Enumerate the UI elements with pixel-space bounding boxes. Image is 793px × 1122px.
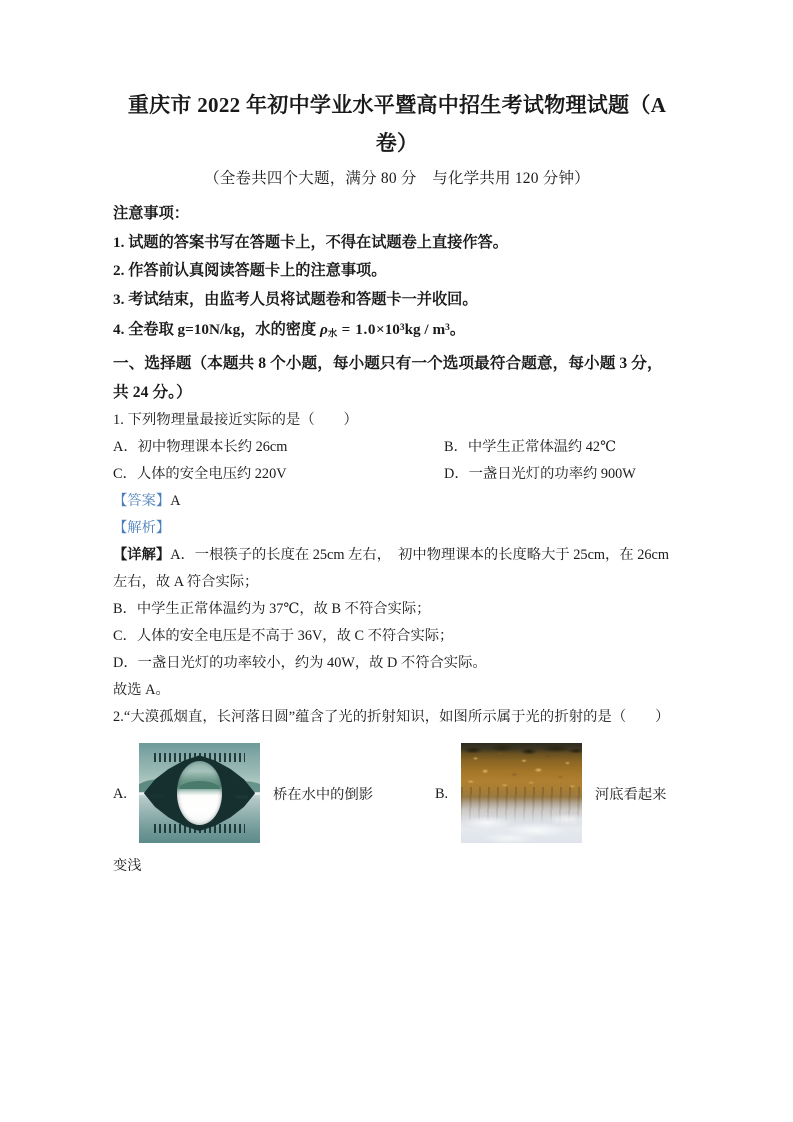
question-1-detail-line-1 xyxy=(113,542,681,569)
question-1-detail-line-6: 故选 A。 xyxy=(113,682,170,699)
distant-hill-in-arch xyxy=(179,781,220,789)
notice-item-2: 2. 作答前认真阅读答题卡上的注意事项。 xyxy=(113,262,387,279)
bridge-rim-texture-bottom xyxy=(154,824,246,833)
document-content xyxy=(113,86,681,880)
boat-right xyxy=(235,795,248,799)
question-1-options-row-1 xyxy=(113,434,681,461)
question-2-option-a[interactable] xyxy=(113,737,373,849)
rho-subscript: 水 xyxy=(327,329,338,340)
question-1-options-row-2 xyxy=(113,461,681,488)
rho-symbol: ρ xyxy=(319,321,328,339)
question-1-option-c[interactable]: C．人体的安全电压约 220V xyxy=(113,466,287,483)
question-1-stem: 1. 下列物理量最接近实际的是（ ） xyxy=(113,412,358,429)
riverbed-artwork xyxy=(461,743,582,843)
answer-label: 【答案】 xyxy=(113,493,171,510)
bridge-reflection-image xyxy=(139,743,260,843)
question-2-option-a-caption: 桥在水中的倒影 xyxy=(273,787,374,804)
notice-item-4 xyxy=(113,314,681,349)
question-2-option-b-caption: 河底看起来 xyxy=(595,787,667,804)
question-2-option-b-label: B. xyxy=(435,785,449,802)
question-1-analysis-label-row xyxy=(113,515,681,542)
rho-equals: = 1.0 xyxy=(337,321,377,339)
notice-item-4-prefix: 4. 全卷取 g=10N/kg，水的密度 xyxy=(113,321,320,339)
question-1-option-d[interactable]: D．一盏日光灯的功率约 900W xyxy=(444,466,636,483)
analysis-label: 【解析】 xyxy=(113,520,171,537)
question-2-option-b[interactable] xyxy=(435,737,666,849)
riverbank-debris xyxy=(461,743,582,755)
question-2-stem: 2.“大漠孤烟直，长河落日圆”蕴含了光的折射知识，如图所示属于光的折射的是（ ） xyxy=(113,709,670,726)
question-2-option-a-label: A. xyxy=(113,785,127,802)
water-surface-sheen xyxy=(461,809,582,843)
bridge-arch-opening xyxy=(177,761,223,825)
page-subtitle: （全卷共四个大题，满分 80 分 与化学共用 120 分钟） xyxy=(204,170,590,187)
question-1-detail-line-4: C．人体的安全电压是不高于 36V，故 C 不符合实际； xyxy=(113,628,454,645)
question-1-option-a[interactable]: A．初中物理课本长约 26cm xyxy=(113,439,288,456)
section-heading-line-2: 共 24 分。） xyxy=(113,384,192,402)
detail-label: 【详解】 xyxy=(113,547,171,564)
rho-exponent: 3 xyxy=(399,323,405,333)
notice-item-3: 3. 考试结束，由监考人员将试题卷和答题卡一并收回。 xyxy=(113,290,478,308)
page-title: 重庆市 2022 年初中学业水平暨高中招生考试物理试题（A 卷） xyxy=(127,93,667,155)
question-1-detail-line-2: 左右，故 A 符合实际； xyxy=(113,574,259,591)
question-2-picture-options xyxy=(113,737,681,849)
rho-unit: kg / m xyxy=(404,321,446,339)
detail-text-1: A．一根筷子的长度在 25cm 左右， 初中物理课本的长度略大于 25cm，在 26cm xyxy=(170,547,669,564)
bridge-reflection-artwork xyxy=(139,743,260,843)
section-heading-line-1: 一、选择题（本题共 8 个小题，每小题只有一个选项最符合题意，每小题 3 分， xyxy=(113,355,663,373)
question-1-detail-line-3: B．中学生正常体温约为 37℃，故 B 不符合实际； xyxy=(113,601,431,618)
rho-times: ×10 xyxy=(376,321,400,339)
notice-heading: 注意事项： xyxy=(113,205,189,222)
question-2-caption-overflow: 变浅 xyxy=(113,858,142,875)
question-1-detail-line-5: D．一盏日光灯的功率较小，约为 40W，故 D 不符合实际。 xyxy=(113,655,487,672)
notice-item-4-suffix: 。 xyxy=(449,321,465,339)
question-1-answer xyxy=(113,488,681,515)
answer-value: A xyxy=(170,493,181,510)
notice-item-1: 1. 试题的答案书写在答题卡上，不得在试题卷上直接作答。 xyxy=(113,233,508,251)
rho-unit-exponent: 3 xyxy=(445,323,450,333)
question-1-option-b[interactable]: B．中学生正常体温约 42℃ xyxy=(444,439,617,456)
riverbed-image xyxy=(461,743,582,843)
